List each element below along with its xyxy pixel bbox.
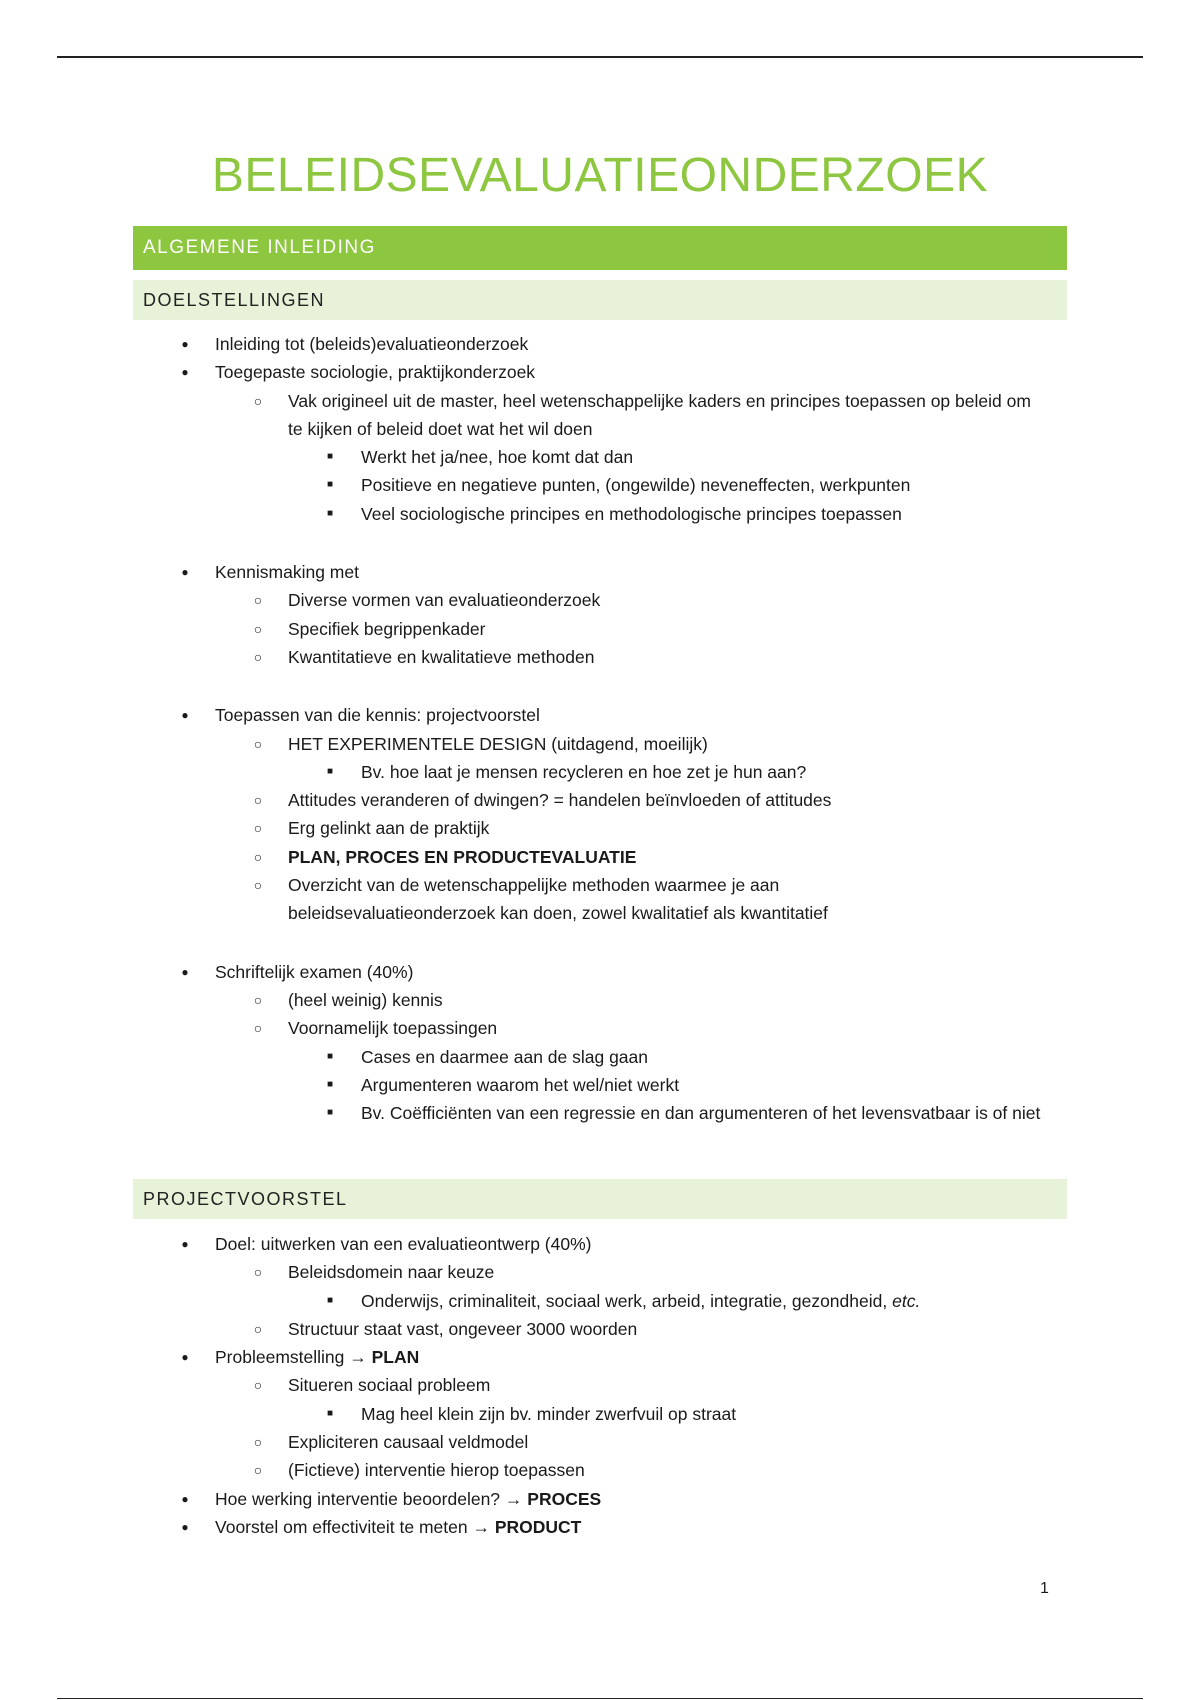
page-number: 1 xyxy=(1040,1580,1049,1597)
list-item: ○ HET EXPERIMENTELE DESIGN (uitdagend, moeilijk) xyxy=(0,730,1200,758)
list-item: ● Hoe werking interventie beoordelen? → PROCES xyxy=(0,1485,1200,1513)
list-item: ○ (heel weinig) kennis xyxy=(0,986,1200,1014)
bullet-icon: ● xyxy=(181,1491,189,1506)
list-item: ■ Bv. Coëfficiënten van een regressie en dan argumenteren of het levensvatbaar is of niet xyxy=(0,1099,1076,1127)
square-bullet-icon: ■ xyxy=(326,451,334,463)
heading-label: ALGEMENE INLEIDING xyxy=(143,237,376,258)
list-item: ○ Kwantitatieve en kwalitatieve methoden xyxy=(0,643,1200,671)
list-item: ● Voorstel om effectiviteit te meten → PRODUCT xyxy=(0,1513,1200,1541)
heading-label: PROJECTVOORSTEL xyxy=(143,1188,348,1209)
circle-bullet-icon: ○ xyxy=(253,1377,263,1394)
list-item: ○ Diverse vormen van evaluatieonderzoek xyxy=(0,586,1200,614)
projectvoorstel-list xyxy=(0,1230,1200,1541)
square-bullet-icon: ■ xyxy=(326,765,334,777)
heading-projectvoorstel xyxy=(133,1179,1067,1219)
list-item: ○ Attitudes veranderen of dwingen? = handelen beïnvloeden of attitudes xyxy=(0,786,1200,814)
square-bullet-icon: ■ xyxy=(326,1294,334,1306)
heading-algemene-inleiding xyxy=(133,226,1067,270)
circle-bullet-icon: ○ xyxy=(253,735,263,752)
bullet-icon: ● xyxy=(181,708,189,723)
list-item: ○ Beleidsdomein naar keuze xyxy=(0,1258,1200,1286)
circle-bullet-icon: ○ xyxy=(253,392,263,409)
list-item: ● Inleiding tot (beleids)evaluatieonderzoek xyxy=(0,330,1200,358)
doelstellingen-list xyxy=(0,330,1200,1127)
bullet-icon: ● xyxy=(181,365,189,380)
circle-bullet-icon: ○ xyxy=(253,1320,263,1337)
circle-bullet-icon: ○ xyxy=(253,592,263,609)
list-item: ● Toegepaste sociologie, praktijkonderzoek xyxy=(0,358,1200,386)
list-item: ○ (Fictieve) interventie hierop toepassen xyxy=(0,1456,1200,1484)
list-item: ● Kennismaking met xyxy=(0,558,1200,586)
circle-bullet-icon: ○ xyxy=(253,1434,263,1451)
list-item: ■ Veel sociologische principes en methodologische principes toepassen xyxy=(0,500,1200,528)
top-rule xyxy=(57,56,1143,58)
list-item: ■ Argumenteren waarom het wel/niet werkt xyxy=(0,1071,1200,1099)
bullet-icon: ● xyxy=(181,1237,189,1251)
list-item: ○ Situeren sociaal probleem xyxy=(0,1371,1200,1399)
list-item: ○ Structuur staat vast, ongeveer 3000 woorden xyxy=(0,1315,1200,1343)
bullet-icon: ● xyxy=(181,1519,189,1534)
circle-bullet-icon: ○ xyxy=(253,877,263,894)
list-item: ○ Erg gelinkt aan de praktijk xyxy=(0,814,1200,842)
bullet-icon: ● xyxy=(181,565,189,580)
list-item: ○ Vak origineel uit de master, heel wetenschappelijke kaders en principes toepassen op beleid om te kijken of beleid doet wat het wil doen xyxy=(0,387,1048,444)
bullet-icon: ● xyxy=(181,337,189,351)
list-item: ○ Overzicht van de wetenschappelijke methoden waarmee je aan beleidsevaluatieonderzoek kan doen, zowel kwalitatief als kwantitatief xyxy=(0,871,948,928)
list-item: ■ Cases en daarmee aan de slag gaan xyxy=(0,1043,1200,1071)
circle-bullet-icon: ○ xyxy=(253,620,263,637)
circle-bullet-icon: ○ xyxy=(253,1020,263,1037)
circle-bullet-icon: ○ xyxy=(253,848,263,865)
square-bullet-icon: ■ xyxy=(326,479,334,491)
square-bullet-icon: ■ xyxy=(326,1407,334,1419)
bullet-icon: ● xyxy=(181,1350,189,1365)
bullet-icon: ● xyxy=(181,964,189,979)
square-bullet-icon: ■ xyxy=(326,1050,334,1062)
list-item: ○ Expliciteren causaal veldmodel xyxy=(0,1428,1200,1456)
list-item: ■ Onderwijs, criminaliteit, sociaal werk, arbeid, integratie, gezondheid, etc. xyxy=(0,1287,1200,1315)
list-item: ○ PLAN, PROCES EN PRODUCTEVALUATIE xyxy=(0,843,1200,871)
list-item: ● Probleemstelling → PLAN xyxy=(0,1343,1200,1371)
circle-bullet-icon: ○ xyxy=(253,991,263,1008)
arrow-right-icon: → xyxy=(472,1516,490,1537)
list-item: ■ Bv. hoe laat je mensen recycleren en hoe zet je hun aan? xyxy=(0,758,1200,786)
square-bullet-icon: ■ xyxy=(326,1078,334,1090)
list-item: ■ Positieve en negatieve punten, (ongewilde) neveneffecten, werkpunten xyxy=(0,471,1200,499)
heading-label: DOELSTELLINGEN xyxy=(143,289,326,310)
list-item: ○ Voornamelijk toepassingen xyxy=(0,1014,1200,1042)
list-item: ● Doel: uitwerken van een evaluatieontwerp (40%) xyxy=(0,1230,1200,1258)
bottom-rule xyxy=(57,1698,1143,1699)
document-title: BELEIDSEVALUATIEONDERZOEK xyxy=(211,149,989,202)
square-bullet-icon: ■ xyxy=(326,1107,334,1119)
list-item: ● Schriftelijk examen (40%) xyxy=(0,958,1200,986)
list-item: ■ Werkt het ja/nee, hoe komt dat dan xyxy=(0,443,1200,471)
list-item: ● Toepassen van die kennis: projectvoorstel xyxy=(0,701,1200,729)
circle-bullet-icon: ○ xyxy=(253,1264,263,1281)
list-item: ■ Mag heel klein zijn bv. minder zwerfvuil op straat xyxy=(0,1400,1200,1428)
arrow-right-icon: → xyxy=(349,1347,367,1368)
arrow-right-icon: → xyxy=(504,1488,523,1509)
circle-bullet-icon: ○ xyxy=(253,648,263,665)
square-bullet-icon: ■ xyxy=(326,507,334,519)
circle-bullet-icon: ○ xyxy=(253,1462,263,1479)
circle-bullet-icon: ○ xyxy=(253,820,263,837)
list-item: ○ Specifiek begrippenkader xyxy=(0,615,1200,643)
circle-bullet-icon: ○ xyxy=(253,792,263,809)
heading-doelstellingen xyxy=(133,280,1067,320)
